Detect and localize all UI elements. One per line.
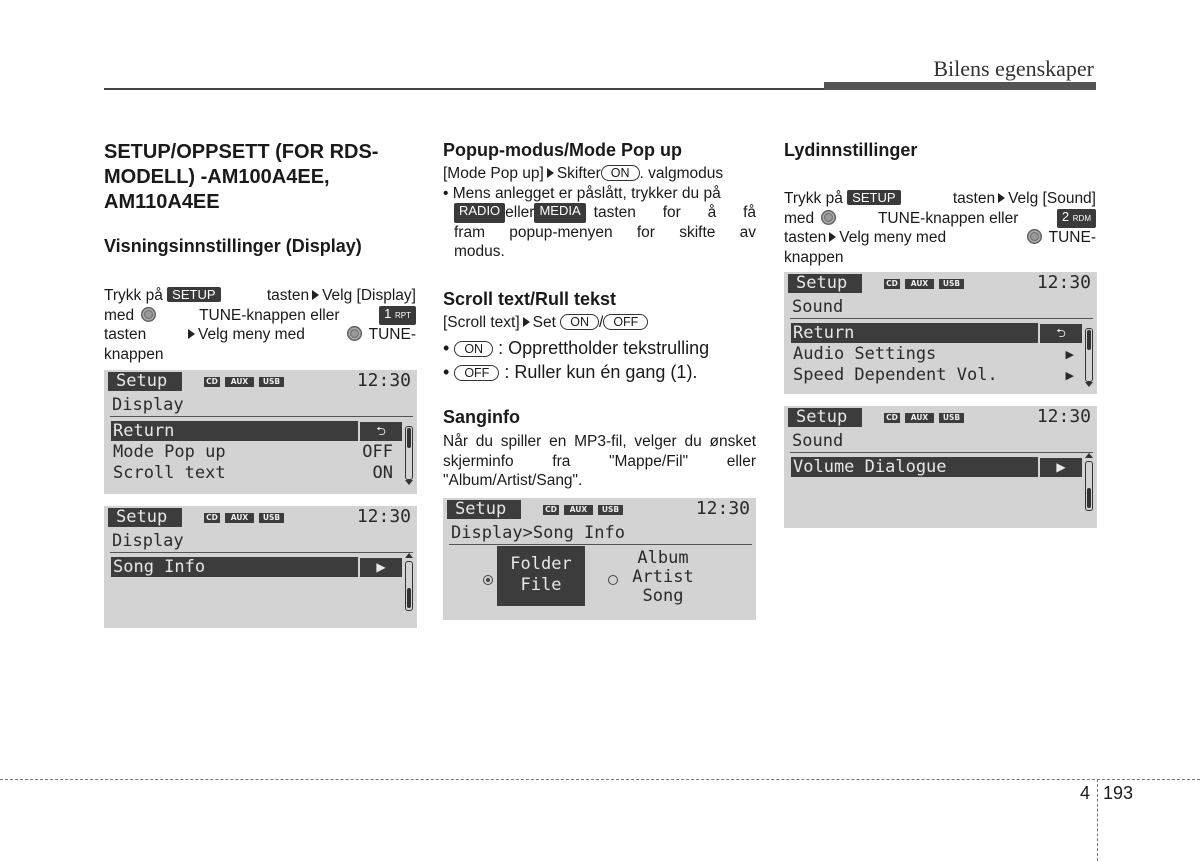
option-line: File: [520, 575, 562, 595]
cd-icon: CD: [884, 279, 900, 289]
arrow-right-icon: [312, 290, 319, 300]
setup-key: SETUP: [847, 190, 900, 205]
on-pill: ON: [601, 165, 640, 181]
lcd-subtitle: Display>Song Info: [451, 523, 625, 543]
text: : Opprettholder tekstrulling: [498, 338, 710, 358]
scroll-up-icon: [1085, 453, 1093, 458]
chevron-right-icon: ▶: [1040, 458, 1082, 477]
cd-icon: CD: [204, 513, 220, 523]
lcd-header: [104, 506, 417, 528]
on-pill: ON: [560, 314, 599, 330]
row-label: Scroll text: [113, 463, 226, 483]
option-line: Album: [637, 548, 689, 568]
lcd-clock: 12:30: [1036, 406, 1091, 427]
scroll-down-icon: [405, 480, 413, 485]
text: Velg [Display]: [322, 287, 416, 304]
usb-icon: USB: [939, 413, 964, 423]
lcd-screen-volume-dialogue: [784, 406, 1097, 528]
lcd-scrollbar: [405, 561, 413, 611]
lcd-row-song-info: [111, 557, 358, 577]
text: TUNE-knappen eller: [199, 306, 340, 324]
lcd-clock: 12:30: [356, 506, 411, 527]
row-label: Mode Pop up: [113, 442, 226, 462]
lcd-header: [784, 406, 1097, 428]
row-label: Return: [793, 323, 855, 343]
arrow-right-icon: [829, 232, 836, 242]
text: TUNE-: [368, 326, 416, 343]
text: med: [784, 209, 815, 227]
lcd-clock: 12:30: [1036, 272, 1091, 293]
popup-mode-text: [Mode Pop up] Skifter ON . valgmodus • Mens anlegget er påslått, trykker du på RADIO eller MEDIA tasten for å få fram popup-menyen for skifte av modus.: [443, 165, 756, 260]
cd-icon: CD: [204, 377, 220, 387]
scroll-up-icon: [405, 553, 413, 558]
scroll-off-item: • OFF : Ruller kun én gang (1).: [443, 362, 698, 382]
text: Skifter: [556, 165, 601, 182]
song-info-heading: Sanginfo: [443, 407, 520, 427]
lcd-row-return: [791, 323, 1038, 343]
lcd-title: Setup: [108, 372, 182, 391]
lcd-subtitle: Display: [112, 395, 184, 415]
on-pill: ON: [454, 341, 493, 357]
text: : Ruller kun én gang (1).: [504, 362, 698, 382]
text: Trykk på: [104, 287, 163, 304]
lcd-header: [784, 272, 1097, 294]
radio-selected-icon: [483, 575, 493, 585]
tune-knob-icon: [1027, 229, 1042, 244]
radio-key: RADIO: [454, 203, 505, 223]
radio-unselected-icon: [608, 575, 618, 585]
lcd-header: [104, 370, 417, 392]
aux-icon: AUX: [564, 505, 593, 515]
sound-instructions: [784, 189, 1096, 267]
chapter-number: 4: [1080, 783, 1091, 803]
option-line: Artist: [632, 567, 694, 587]
lcd-divider: [449, 544, 752, 545]
chevron-right-icon: ▶: [1065, 348, 1074, 361]
lcd-title: Setup: [788, 408, 862, 427]
text: Set: [532, 314, 556, 331]
row-value: OFF: [362, 442, 393, 462]
setup-key: SETUP: [167, 287, 220, 302]
lcd-screen-display: [104, 370, 417, 494]
arrow-right-icon: [523, 317, 530, 327]
lcd-subtitle: Sound: [792, 297, 844, 317]
text: tasten: [952, 190, 996, 207]
song-info-text: Når du spiller en MP3-fil, velger du ønsket skjerminfo fra "Mappe/Fil" eller "Album/Artist/Sang".: [443, 433, 756, 489]
aux-icon: AUX: [225, 377, 254, 387]
display-settings-heading: Visningsinnstillinger (Display): [104, 236, 362, 256]
header-rule: [104, 88, 824, 90]
return-icon: ⮌: [360, 422, 402, 441]
lcd-row-return: [111, 421, 358, 441]
text: [Mode Pop up]: [443, 165, 544, 182]
usb-icon: USB: [259, 377, 284, 387]
aux-icon: AUX: [225, 513, 254, 523]
key-number: 2: [1061, 208, 1070, 224]
lcd-divider: [110, 552, 413, 553]
lcd-row-audio-settings: [791, 344, 1081, 364]
lcd-row-volume-dialogue: [791, 457, 1038, 477]
key-1-rpt: [379, 306, 416, 326]
lcd-title: Setup: [447, 500, 521, 519]
row-label: Speed Dependent Vol.: [793, 365, 998, 385]
lcd-subtitle: Display: [112, 531, 184, 551]
tune-knob-icon: [821, 210, 836, 225]
section-title: [104, 140, 378, 215]
usb-icon: USB: [939, 279, 964, 289]
row-label: Volume Dialogue: [793, 457, 947, 477]
text: eller: [505, 204, 535, 221]
lcd-screen-sound: [784, 272, 1097, 394]
row-label: Audio Settings: [793, 344, 937, 364]
scroll-on-item: • ON : Opprettholder tekstrulling: [443, 338, 710, 358]
lcd-divider: [790, 452, 1093, 453]
row-label: Return: [113, 421, 175, 441]
section-title-line-3: AM110A4EE: [104, 191, 220, 213]
arrow-right-icon: [547, 168, 554, 178]
display-instructions: [104, 286, 416, 364]
aux-icon: AUX: [905, 413, 934, 423]
section-title-line-2: MODELL) -AM100A4EE,: [104, 166, 330, 188]
lcd-row-speed-dependent-vol: [791, 365, 1081, 385]
text: Trykk på: [784, 190, 843, 207]
row-label: Song Info: [113, 557, 206, 577]
footer-rule: [0, 779, 1200, 780]
off-pill: OFF: [454, 365, 499, 381]
lcd-scrollbar: [1085, 328, 1093, 382]
key-sub: RPT: [394, 310, 411, 320]
text: [Scroll text]: [443, 314, 520, 331]
lcd-header: [443, 498, 756, 520]
scroll-down-icon: [1085, 382, 1093, 387]
lcd-divider: [790, 318, 1093, 319]
lcd-subtitle: Sound: [792, 431, 844, 451]
folder-file-option: [497, 546, 585, 606]
text: knappen: [784, 248, 844, 266]
lcd-clock: 12:30: [356, 370, 411, 391]
key-2-rdm: [1057, 209, 1096, 229]
key-number: 1: [384, 305, 392, 321]
lcd-scrollbar: [405, 426, 413, 480]
tune-knob-icon: [347, 326, 362, 341]
option-line: Folder: [510, 554, 572, 574]
tune-knob-icon: [141, 307, 156, 322]
sound-settings-heading: Lydinnstillinger: [784, 140, 918, 160]
text: . valgmodus: [639, 165, 724, 182]
text: • Mens anlegget er påslått, trykker du på: [443, 184, 721, 202]
text: Velg [Sound]: [1008, 190, 1096, 207]
page-number: 193: [1103, 783, 1134, 803]
scroll-thumb: [407, 588, 411, 608]
chevron-right-icon: ▶: [1065, 369, 1074, 382]
lcd-title: Setup: [108, 508, 182, 527]
arrow-right-icon: [188, 329, 195, 339]
text: med: [104, 306, 135, 324]
running-header: Bilens egenskaper: [933, 56, 1094, 81]
footer-divider: [1097, 779, 1098, 861]
scroll-thumb: [1087, 330, 1091, 350]
text: TUNE-: [1048, 229, 1096, 246]
scroll-thumb: [407, 428, 411, 448]
lcd-scrollbar: [1085, 461, 1093, 511]
usb-icon: USB: [259, 513, 284, 523]
key-sub: RDM: [1072, 213, 1091, 223]
row-value: ON: [372, 463, 393, 483]
lcd-screen-song-info: [104, 506, 417, 628]
lcd-clock: 12:30: [695, 498, 750, 519]
lcd-row-mode-pop-up: [111, 442, 401, 462]
text: tasten: [104, 326, 147, 343]
album-artist-song-option: [628, 549, 698, 606]
option-line: Song: [642, 586, 684, 606]
text: tasten: [784, 229, 827, 246]
popup-mode-heading: Popup-modus/Mode Pop up: [443, 140, 682, 160]
lcd-title: Setup: [788, 274, 862, 293]
scroll-text-set: [Scroll text] Set ON / OFF: [443, 313, 756, 333]
text: knappen: [104, 345, 164, 363]
text: Velg meny med: [198, 326, 305, 343]
scroll-thumb: [1087, 488, 1091, 508]
section-title-line-1: SETUP/OPPSETT (FOR RDS-: [104, 141, 379, 163]
scroll-text-heading: Scroll text/Rull tekst: [443, 289, 617, 309]
media-key: MEDIA: [534, 203, 585, 223]
text: tasten: [266, 287, 310, 304]
lcd-divider: [110, 416, 413, 417]
aux-icon: AUX: [905, 279, 934, 289]
off-pill: OFF: [603, 314, 648, 330]
return-icon: ⮌: [1040, 324, 1082, 343]
chevron-right-icon: ▶: [360, 558, 402, 577]
lcd-row-scroll-text: [111, 463, 401, 483]
cd-icon: CD: [884, 413, 900, 423]
text: TUNE-knappen eller: [877, 209, 1019, 227]
cd-icon: CD: [543, 505, 559, 515]
text: Velg meny med: [839, 229, 947, 246]
header-bar: [824, 82, 1096, 90]
arrow-right-icon: [998, 193, 1005, 203]
usb-icon: USB: [598, 505, 623, 515]
lcd-screen-song-info-options: [443, 498, 756, 620]
